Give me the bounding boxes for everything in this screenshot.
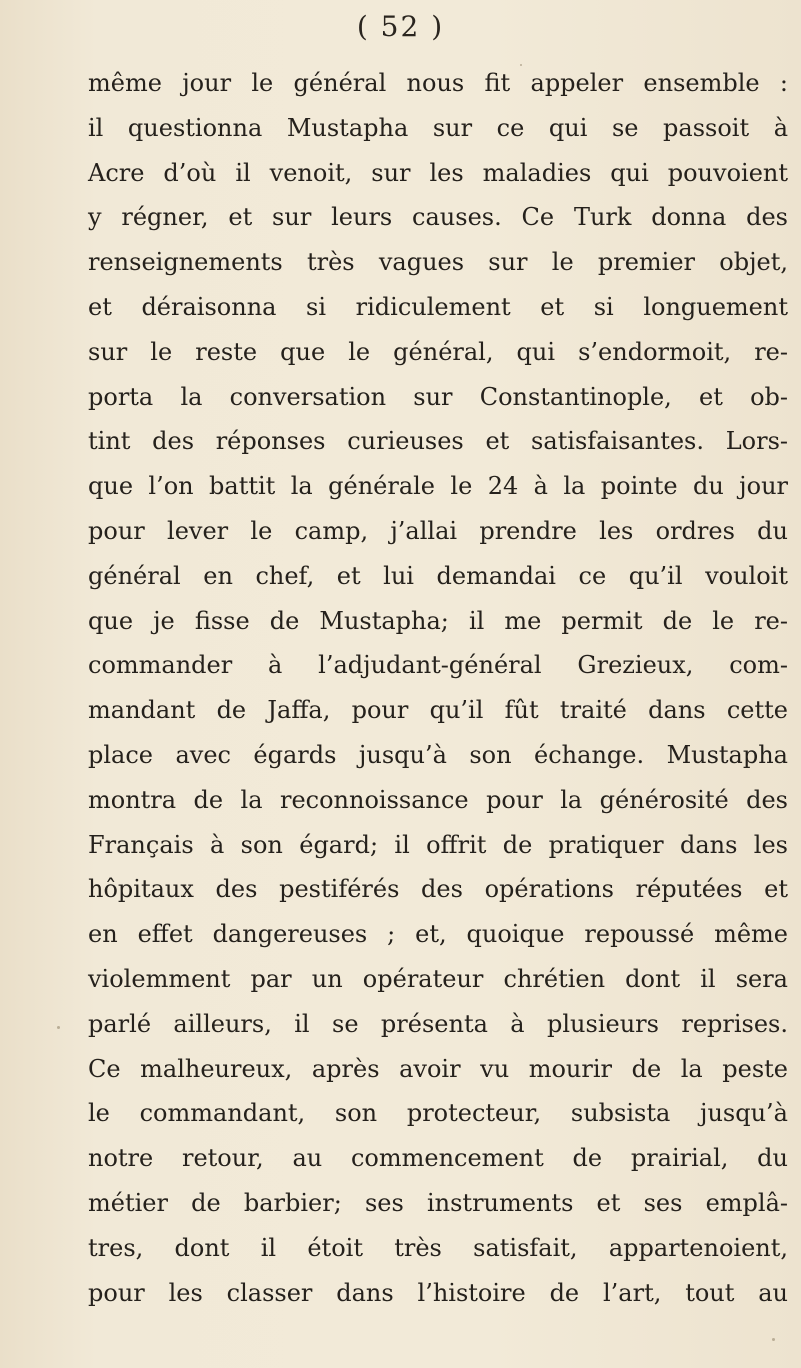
text-line: en effet dangereuses ; et, quoique repoussé même [88,920,788,949]
text-line: que l’on battit la générale le 24 à la pointe du jour [88,472,788,501]
page-number: ( 52 ) [356,10,445,43]
text-line: parlé ailleurs, il se présenta à plusieurs reprises. [88,1009,788,1038]
text-line: métier de barbier; ses instruments et ses emplâ- [88,1188,788,1217]
text-line: Ce malheureux, après avoir vu mourir de la peste [88,1054,788,1083]
text-line: il questionna Mustapha sur ce qui se passoit à [88,113,788,142]
text-line: pour lever le camp, j’allai prendre les ordres du [88,516,788,545]
paper-speck [772,1338,775,1341]
text-line: tint des réponses curieuses et satisfaisantes. Lors- [88,427,788,456]
text-line: le commandant, son protecteur, subsista jusqu’à [88,1099,788,1128]
text-line: pour les classer dans l’histoire de l’art, tout au [88,1278,788,1307]
text-line: sur le reste que le général, qui s’endormoit, re- [88,337,788,366]
text-line: même jour le général nous fit appeler ensemble : [88,69,788,97]
text-line: tres, dont il étoit très satisfait, appartenoient, [88,1233,788,1262]
text-line: général en chef, et lui demandai ce qu’il vouloit [88,561,788,590]
text-line: que je fisse de Mustapha; il me permit de le re- [88,606,788,635]
text-line: montra de la reconnoissance pour la générosité des [88,785,788,814]
text-line: y régner, et sur leurs causes. Ce Turk donna des [88,203,788,232]
text-line: place avec égards jusqu’à son échange. Mustapha [88,740,788,769]
text-line: hôpitaux des pestiférés des opérations réputées et [88,875,788,904]
text-line: et déraisonna si ridiculement et si longuement [88,292,788,321]
text-line: Acre d’où il venoit, sur les maladies qui pouvoient [88,158,788,187]
text-line: violemment par un opérateur chrétien dont il sera [88,964,788,993]
paper-speck [520,64,522,66]
body-text [88,61,788,1315]
text-line: notre retour, au commencement de prairial, du [88,1144,788,1173]
text-line: porta la conversation sur Constantinople, et ob- [88,382,788,411]
paper-speck [57,1026,60,1029]
text-line: mandant de Jaffa, pour qu’il fût traité dans cette [88,696,788,725]
text-line: renseignements très vagues sur le premier objet, [88,248,788,277]
text-line: Français à son égard; il offrit de pratiquer dans les [88,830,788,859]
text-line: commander à l’adjudant-général Grezieux, com- [88,651,788,680]
